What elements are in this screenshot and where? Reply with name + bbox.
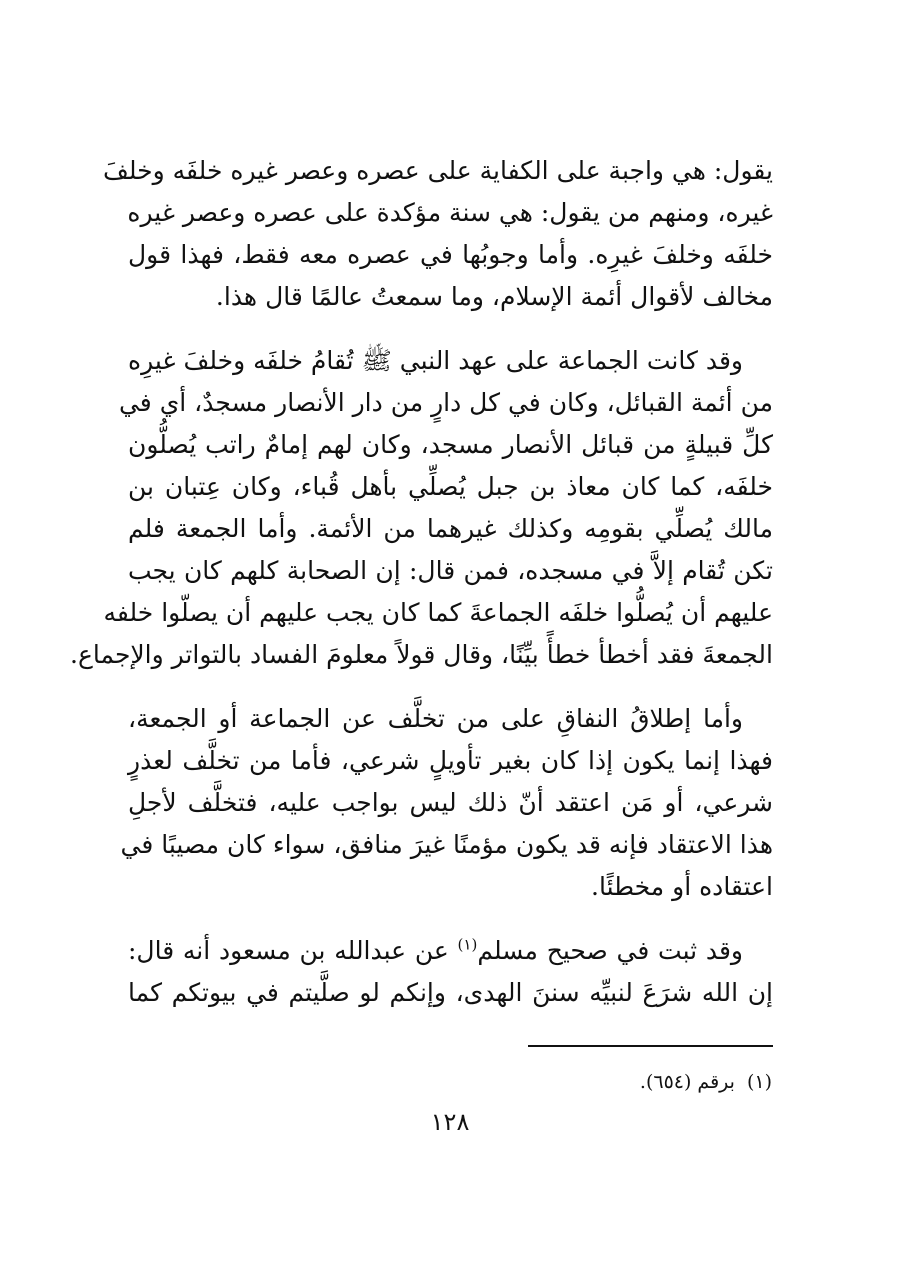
footnote — [640, 1068, 772, 1096]
text-line: إن الله شرَعَ لنبيِّه سننَ الهدى، وإنكم لو صلَّيتم في بيوتكم كما — [128, 978, 773, 1007]
text-line-with-footnote — [128, 930, 773, 972]
text-line: خلفَه، كما كان معاذ بن جبل يُصلِّي بأهل قُباء، وكان عِتبان بن — [128, 472, 773, 501]
text-line: غيره، ومنهم من يقول: هي سنة مؤكدة على عصره وعصر غيره — [127, 198, 773, 227]
text-line: خلفَه وخلفَ غيرِه. وأما وجوبُها في عصره معه فقط، فهذا قول — [128, 240, 773, 269]
text-line: عليهم أن يُصلُّوا خلفَه الجماعةَ كما كان يجب عليهم أن يصلّوا خلفه — [103, 598, 773, 627]
text-line: اعتقاده أو مخطئًا. — [591, 872, 773, 901]
text-line: شرعي، أو مَن اعتقد أنّ ذلك ليس بواجب عليه، فتخلَّف لأجلِ — [128, 788, 773, 817]
text-line: مالك يُصلِّي بقومِه وكذلك غيرهما من الأئمة. وأما الجمعة فلم — [128, 514, 773, 543]
text-line: يقول: هي واجبة على الكفاية على عصره وعصر غيره خلفَه وخلفَ — [103, 156, 773, 185]
text-line: تكن تُقام إلاَّ في مسجده، فمن قال: إن الصحابة كلهم كان يجب — [128, 556, 773, 585]
paragraph-1 — [103, 150, 773, 318]
text-line: مخالف لأقوال أئمة الإسلام، وما سمعتُ عالمًا قال هذا. — [215, 282, 773, 311]
text-line: فهذا إنما يكون إذا كان بغير تأويلٍ شرعي، فأما من تخلَّف لعذرٍ — [128, 746, 773, 775]
text-line: الجمعةَ فقد أخطأ خطأً بيِّنًا، وقال قولاً معلومَ الفساد بالتواتر والإجماع. — [70, 640, 773, 669]
text-segment: وقد ثبت في صحيح مسلم — [477, 936, 743, 965]
footnote-reference[interactable]: (١) — [457, 935, 478, 954]
page-number: ١٢٨ — [430, 1108, 470, 1136]
paragraph-3 — [120, 698, 773, 908]
footnote-divider — [528, 1045, 773, 1047]
text-line: وأما إطلاقُ النفاقِ على من تخلَّف عن الجماعة أو الجمعة، — [128, 704, 743, 733]
text-line: وقد كانت الجماعة على عهد النبي ﷺ تُقامُ خلفَه وخلفَ غيرِه — [128, 346, 743, 375]
text-line: كلِّ قبيلةٍ من قبائل الأنصار مسجد، وكان لهم إمامٌ راتب يُصلُّون — [128, 430, 773, 459]
text-line: هذا الاعتقاد فإنه قد يكون مؤمنًا غيرَ منافق، سواء كان مصيبًا في — [120, 830, 773, 859]
text-segment: عن عبدالله بن مسعود أنه قال: — [128, 936, 458, 965]
page-body — [70, 150, 773, 1014]
text-line: من أئمة القبائل، وكان في كل دارٍ من دار الأنصار مسجدٌ، أي في — [118, 388, 773, 417]
paragraph-4 — [128, 930, 773, 1014]
paragraph-2 — [70, 340, 773, 676]
footnote-text: برقم (٦٥٤). — [639, 1071, 735, 1093]
footnote-number: (١) — [746, 1071, 772, 1093]
